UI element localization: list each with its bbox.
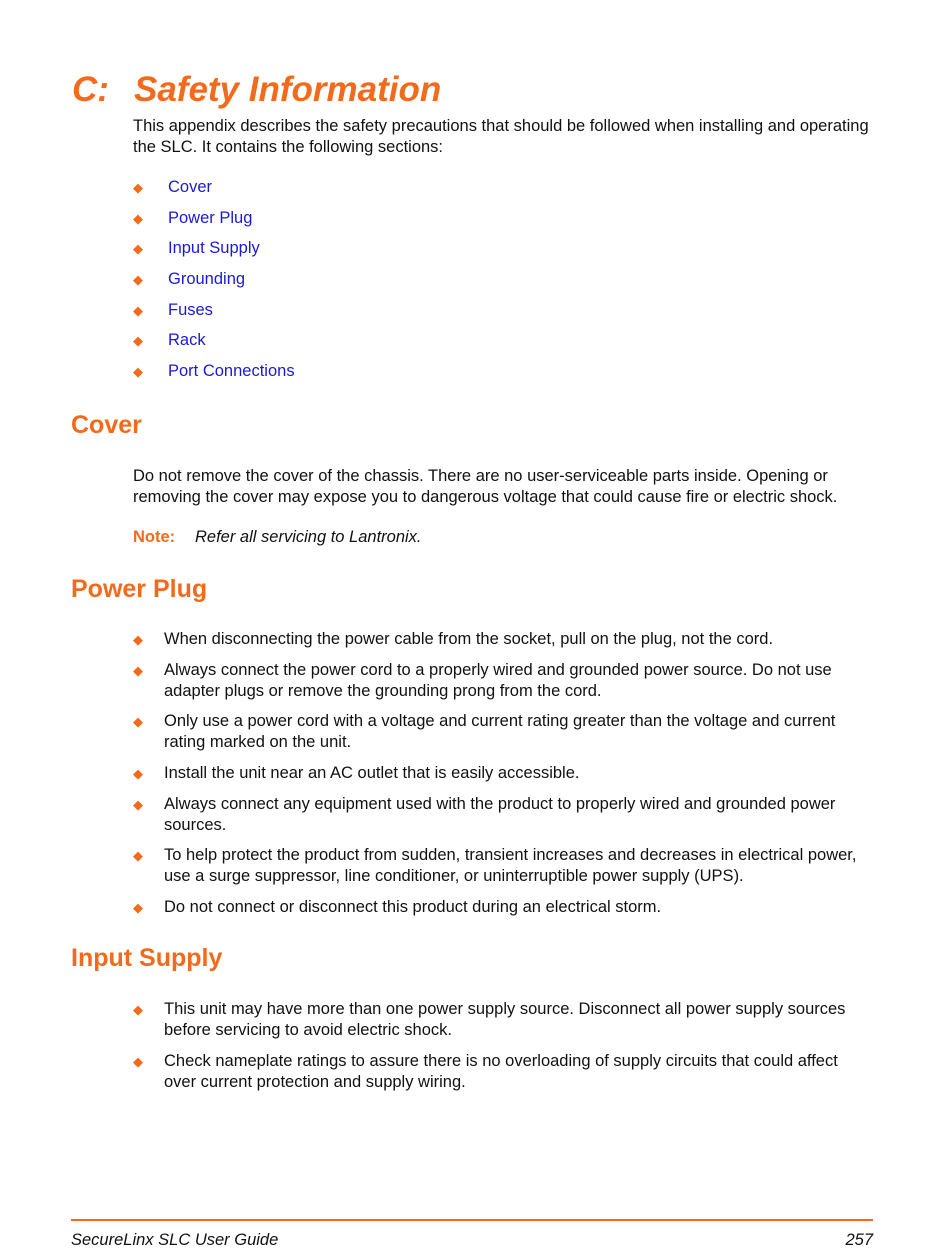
list-item [133,629,873,650]
toc-link-cover[interactable]: Cover [168,178,213,196]
list-item-text: Always connect any equipment used with the product to properly wired and grounded power sources. [164,794,836,834]
section-heading-power-plug: Power Plug [71,575,208,603]
list-item-text: Only use a power cord with a voltage and current rating greater than the voltage and current rating marked on the unit. [164,712,836,752]
bullet-diamond-icon: ◆ [133,210,143,226]
note [133,527,422,548]
toc-link-input-supply[interactable]: Input Supply [168,239,260,258]
bullet-diamond-icon: ◆ [133,333,143,349]
section-link-list [133,177,295,392]
chapter-letter: C: [72,70,109,109]
bullet-diamond-icon: ◆ [133,714,143,730]
list-item [133,660,873,702]
toc-link-power-plug[interactable]: Power Plug [168,208,253,227]
toc-item [133,208,295,239]
note-label: Note: [133,528,176,546]
bullet-diamond-icon: ◆ [133,662,143,678]
cover-paragraph: Do not remove the cover of the chassis. There are no user-serviceable parts inside. Opening or removing the cover may expose you to dangerous voltage that could cause fire or electric shock. [133,467,838,506]
footer-divider [71,1219,873,1221]
list-item [133,845,873,887]
input-supply-list [133,999,873,1102]
list-item-text: Check nameplate ratings to assure there is no overloading of supply circuits that could affect over current protection and supply wiring. [164,1051,838,1091]
toc-item [133,300,295,331]
toc-link-rack[interactable]: Rack [168,331,206,350]
chapter-title-text: Safety Information [134,70,442,109]
toc-link-fuses[interactable]: Fuses [168,300,213,319]
intro-paragraph: This appendix describes the safety precautions that should be followed when installing and operating the SLC. It contains the following sections: [133,117,869,156]
bullet-diamond-icon: ◆ [133,766,143,782]
bullet-diamond-icon: ◆ [133,1002,143,1017]
list-item [133,897,873,918]
list-item-text: When disconnecting the power cable from the socket, pull on the plug, not the cord. [164,630,774,648]
list-item-text: Install the unit near an AC outlet that is easily accessible. [164,764,580,783]
section-heading-cover: Cover [71,411,142,439]
bullet-diamond-icon: ◆ [133,900,143,916]
list-item-text: Do not connect or disconnect this product during an electrical storm. [164,898,662,917]
bullet-diamond-icon: ◆ [133,364,143,380]
chapter-title [72,70,441,110]
bullet-diamond-icon: ◆ [133,796,143,812]
power-plug-list [133,629,873,928]
toc-item [133,177,295,208]
toc-item [133,238,295,269]
toc-link-port-connections[interactable]: Port Connections [168,362,295,381]
bullet-diamond-icon: ◆ [133,1053,143,1069]
bullet-diamond-icon: ◆ [133,302,143,318]
toc-item [133,269,295,300]
footer-page-number: 257 [845,1231,873,1249]
toc-item [133,361,295,392]
bullet-diamond-icon: ◆ [133,180,143,195]
list-item [133,711,873,753]
list-item [133,1051,873,1093]
toc-item [133,330,295,361]
list-item [133,763,873,784]
list-item-text: This unit may have more than one power supply source. Disconnect all power supply sources before servicing to avoid electric shock. [164,1000,846,1039]
footer-guide-title: SecureLinx SLC User Guide [71,1231,279,1249]
section-heading-input-supply: Input Supply [71,944,223,972]
list-item-text: Always connect the power cord to a properly wired and grounded power source. Do not use adapter plugs or remove the grounding prong from the cord. [164,660,832,700]
toc-link-grounding[interactable]: Grounding [168,270,246,289]
note-text: Refer all servicing to Lantronix. [195,528,422,546]
list-item [133,999,873,1041]
bullet-diamond-icon: ◆ [133,272,143,288]
list-item [133,794,873,836]
bullet-diamond-icon: ◆ [133,848,143,864]
bullet-diamond-icon: ◆ [133,632,143,647]
bullet-diamond-icon: ◆ [133,241,143,257]
list-item-text: To help protect the product from sudden, transient increases and decreases in electrical power, use a surge suppressor, line conditioner, or uninterruptible power supply (UPS). [164,846,857,886]
